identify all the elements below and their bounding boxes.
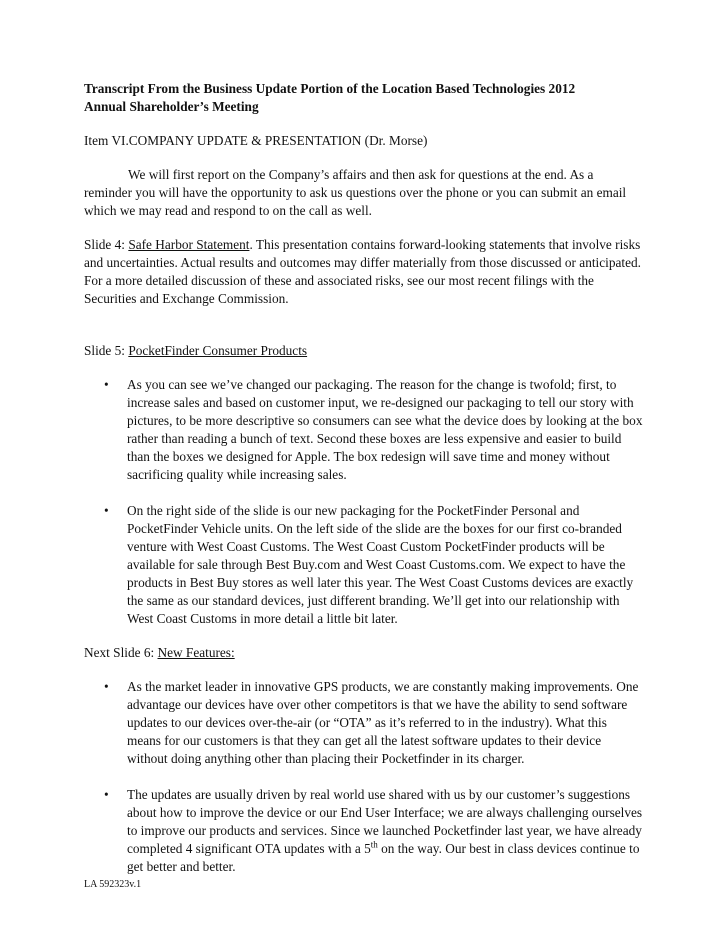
bullet-text <box>127 787 642 874</box>
slide5-bullet-list <box>84 376 644 628</box>
bullet-text-part2: on the way. Our best in class devices continue to get better and better. <box>127 841 640 874</box>
slide5-heading-line <box>84 342 644 360</box>
slide4-heading: Safe Harbor Statement <box>128 237 250 252</box>
bullet-icon: • <box>104 787 109 802</box>
document-title <box>84 80 644 116</box>
list-item <box>84 786 644 876</box>
bullet-icon: • <box>104 377 109 392</box>
list-item <box>84 376 644 484</box>
slide6-prefix: Next Slide 6: <box>84 645 158 660</box>
document-page <box>84 80 644 876</box>
list-item <box>84 678 644 768</box>
bullet-icon: • <box>104 503 109 518</box>
slide4-body: . This presentation contains forward-looking statements that involve risks and uncertainties. Actual results and outcomes may differ materially from those discussed or anticipated. For a more detailed discussion of these and associated risks, see our most recent filings with the Securities and Exchange Commission. <box>84 237 641 306</box>
bullet-text: As you can see we’ve changed our packaging. The reason for the change is twofold; first, to increase sales and based on customer input, we re-designed our packaging to tell our story with pictures, to be more descriptive so consumers can see what the device does by looking at the box rather than reading a bunch of text. Second these boxes are less expensive and easier to build than the boxes we designed for Apple. The box redesign will save time and money without sacrificing quality while increasing sales. <box>127 377 643 482</box>
ordinal-superscript: th <box>370 839 378 850</box>
slide4-paragraph <box>84 236 644 308</box>
intro-paragraph: We will first report on the Company’s affairs and then ask for questions at the end. As a reminder you will have the opportunity to ask us questions over the phone or you can submit an email which we may read and respond to on the call as well. <box>84 167 627 218</box>
bullet-text: As the market leader in innovative GPS products, we are constantly making improvements. One advantage our devices have over other competitors is that we have the ability to send software updates to our devices over-the-air (or “OTA” as it’s referred to in the industry). What this means for our customers is that they can get all the latest software updates to their device without doing anything other than placing their Pocketfinder in its charger. <box>127 679 639 766</box>
slide4-prefix: Slide 4: <box>84 237 129 252</box>
slide6-bullet-list <box>84 678 644 876</box>
slide5-prefix: Slide 5: <box>84 343 129 358</box>
slide5-heading: PocketFinder Consumer Products <box>128 343 308 358</box>
title-line-2: Annual Shareholder’s Meeting <box>84 99 259 114</box>
document-footer-id: LA 592323v.1 <box>84 879 142 890</box>
bullet-icon: • <box>104 679 109 694</box>
list-item <box>84 502 644 628</box>
bullet-text: On the right side of the slide is our new packaging for the PocketFinder Personal and PocketFinder Vehicle units. On the left side of the slide are the boxes for our first co-branded venture with West Coast Customs. The West Coast Custom PocketFinder products will be available for sale through Best Buy.com and West Coast Customs.com. We expect to have the products in Best Buy stores as well later this year. The West Coast Customs devices are exactly the same as our standard devices, just different branding. We’ll get into our relationship with West Coast Customs in more detail a little bit later. <box>127 503 634 626</box>
slide6-heading-line <box>84 644 644 662</box>
bullet-text-part1: The updates are usually driven by real world use shared with us by our customer’s suggestions about how to improve the device or our End User Interface; we are always challenging ourselves to improve our products and services. Since we launched Pocketfinder last year, we have already completed 4 significant OTA updates with a 5 <box>127 787 643 856</box>
slide6-heading: New Features: <box>157 645 235 660</box>
item-heading: Item VI.COMPANY UPDATE & PRESENTATION (Dr. Morse) <box>84 133 428 148</box>
title-line-1: Transcript From the Business Update Portion of the Location Based Technologies 2012 <box>84 81 576 96</box>
